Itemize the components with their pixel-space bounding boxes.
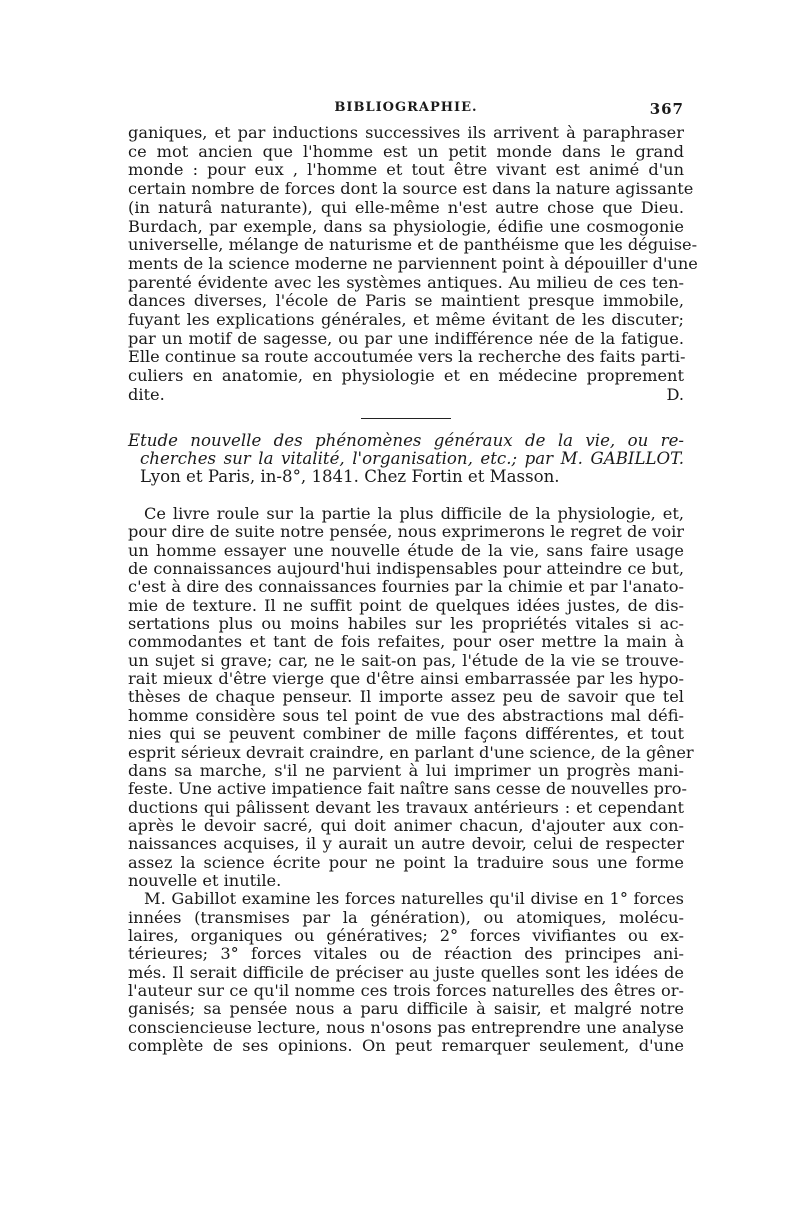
text-line: feste. Une active impatience fait naître sans cesse de nouvelles pro- [128,779,687,799]
text-line-final [128,386,684,405]
page-number: 367 [649,100,684,118]
text-line: l'auteur sur ce qu'il nomme ces trois forces naturelles des êtres or- [128,980,684,1000]
text-line: ce mot ancien que l'homme est un petit monde dans le grand [128,141,684,161]
text-line: innées (transmises par la génération), ou atomiques, molécu- [128,907,684,927]
section-divider [361,418,451,420]
book-entry [128,432,684,486]
text-line: térieures; 3° forces vitales ou de réaction des principes ani- [128,944,684,964]
text-line: rait mieux d'être vierge que d'être ainsi embarrassée par les hypo- [128,669,684,689]
text-line: nouvelle et inutile. [128,870,282,890]
running-title: BIBLIOGRAPHIE. [334,100,478,115]
text-line: culiers en anatomie, en physiologie et en médecine proprement [128,366,684,386]
text-line: par un motif de sagesse, ou par une indifférence née de la fatigue. [128,328,684,348]
text-line: esprit sérieux devrait craindre, en parlant d'une science, de la gêner [128,742,694,762]
text-line: Ce livre roule sur la partie la plus difficile de la physiologie, et, [144,504,684,524]
text-line: commodantes et tant de fois refaites, pour oser mettre la main à [128,632,684,652]
text-line: fuyant les explications générales, et même évitant de les discuter; [128,310,684,330]
text-line: dans sa marche, s'il ne parvient à lui imprimer un progrès mani- [128,760,684,780]
review-body [128,504,694,1056]
text-line: M. Gabillot examine les forces naturelles qu'il divise en 1° forces [144,889,684,909]
book-imprint: Lyon et Paris, in-8°, 1841. Chez Fortin et Masson. [140,467,560,487]
text-line: pour dire de suite notre pensée, nous exprimerons le regret de voir [128,522,684,542]
text-line: dite. [128,384,165,404]
running-head [128,100,684,122]
text-line: consciencieuse lecture, nous n'osons pas entreprendre une analyse [128,1017,684,1037]
text-line: certain nombre de forces dont la source est dans la nature agissante [128,179,694,199]
text-line: complète de ses opinions. On peut remarquer seulement, d'une [128,1036,684,1056]
text-line: parenté évidente avec les systèmes antiques. Au milieu de ces ten- [128,272,684,292]
text-line: assez la science écrite pour ne point la traduire sous une forme [128,852,684,872]
text-line: un homme essayer une nouvelle étude de la vie, sans faire usage [128,540,684,560]
text-line: nies qui se peuvent combiner de mille façons différentes, et tout [128,724,684,744]
text-line: homme considère sous tel point de vue des abstractions mal défi- [128,705,684,725]
text-line: universelle, mélange de naturisme et de panthéisme que les déguise- [128,235,698,255]
text-line: c'est à dire des connaissances fournies par la chimie et par l'anato- [128,577,684,597]
text-line: ganiques, et par inductions successives ils arrivent à paraphraser [128,123,684,142]
text-line: laires, organiques ou génératives; 2° forces vivifiantes ou ex- [128,925,684,945]
text-line: un sujet si grave; car, ne le sait-on pas, l'étude de la vie se trouve- [128,650,684,670]
text-line: Burdach, par exemple, dans sa physiologie, édifie une cosmogonie [128,216,684,236]
text-line: Elle continue sa route accoutumée vers la recherche des faits parti- [128,347,686,367]
book-title-line: Etude nouvelle des phénomènes généraux de la vie, ou re- [128,431,684,451]
text-line: thèses de chaque penseur. Il importe assez peu de savoir que tel [128,687,684,707]
book-title-line: cherches sur la vitalité, l'organisation, etc.; par M. GABILLOT. [140,449,684,469]
text-line: ganisés; sa pensée nous a paru difficile à saisir, et malgré notre [128,999,684,1019]
text-line: més. Il serait difficile de préciser au juste quelles sont les idées de [128,962,684,982]
text-line: dances diverses, l'école de Paris se maintient presque immobile, [128,291,684,311]
text-line: naissances acquises, il y aurait un autre devoir, celui de respecter [128,834,684,854]
text-line: (in naturâ naturante), qui elle-même n'est autre chose que Dieu. [128,197,684,217]
reviewer-signature: D. [666,384,684,404]
text-line: mie de texture. Il ne suffit point de quelques idées justes, de dis- [128,595,684,615]
text-line: après le devoir sacré, qui doit animer chacun, d'ajouter aux con- [128,815,684,835]
text-line: sertations plus ou moins habiles sur les propriétés vitales si ac- [128,614,684,634]
text-line: ments de la science moderne ne parviennent point à dépouiller d'une [128,253,698,273]
text-line: de connaissances aujourd'hui indispensables pour atteindre ce but, [128,559,684,579]
book-page [128,100,698,1056]
text-line: ductions qui pâlissent devant les travaux antérieurs : et cependant [128,797,684,817]
review-continuation [128,123,698,405]
text-line: monde : pour eux , l'homme et tout être vivant est animé d'un [128,160,684,180]
